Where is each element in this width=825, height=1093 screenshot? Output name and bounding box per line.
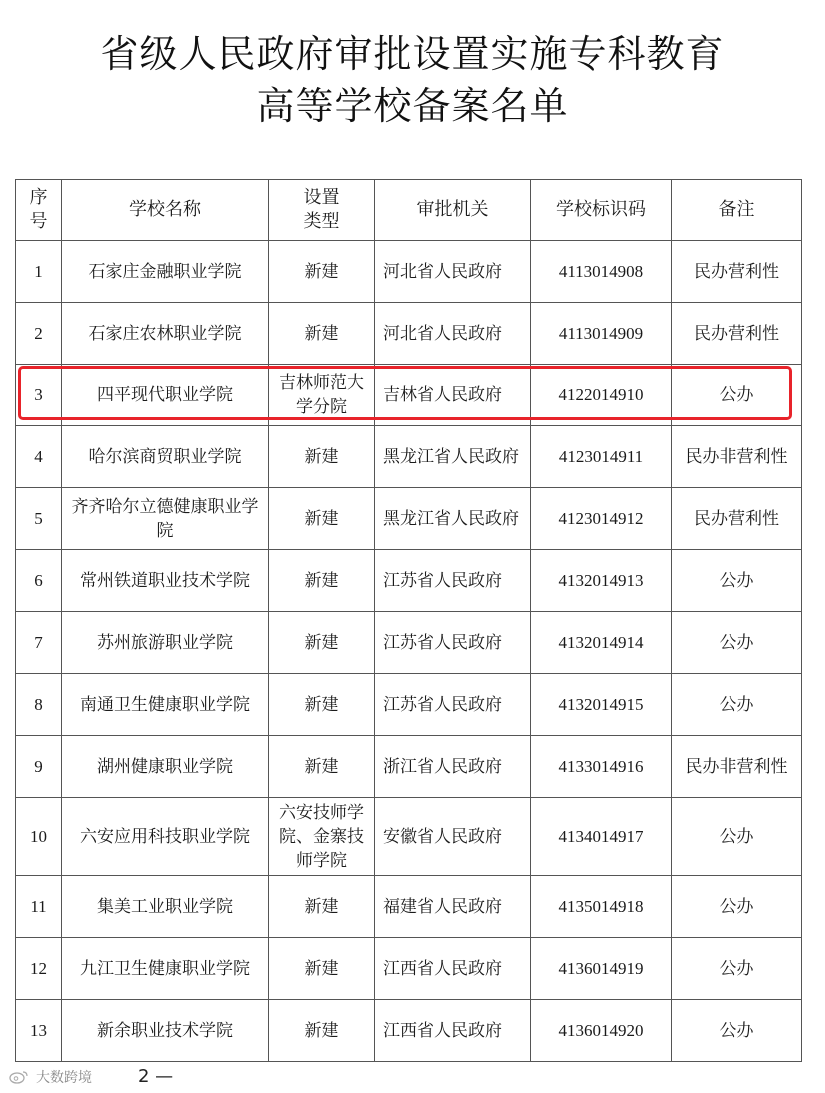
footer [8, 1066, 173, 1087]
cell-note: 民办营利性 [672, 303, 802, 365]
cell-seq: 4 [16, 426, 62, 488]
table-row [16, 488, 802, 550]
cell-school-code: 4132014915 [531, 674, 672, 736]
cell-authority: 黑龙江省人民政府 [375, 488, 531, 550]
cell-note: 公办 [672, 550, 802, 612]
cell-setup-type: 新建 [269, 736, 375, 798]
cell-school-code: 4135014918 [531, 876, 672, 938]
table-row [16, 241, 802, 303]
header-code: 学校标识码 [531, 180, 672, 241]
cell-note: 民办非营利性 [672, 736, 802, 798]
cell-note: 公办 [672, 876, 802, 938]
cell-setup-type: 六安技师学院、金寨技师学院 [269, 798, 375, 876]
table-row [16, 736, 802, 798]
header-seq [16, 180, 62, 241]
cell-authority: 江苏省人民政府 [375, 674, 531, 736]
cell-school-name: 湖州健康职业学院 [62, 736, 269, 798]
cell-school-name: 齐齐哈尔立德健康职业学院 [62, 488, 269, 550]
cell-school-code: 4113014909 [531, 303, 672, 365]
table-row [16, 303, 802, 365]
header-type-line2: 类型 [303, 211, 340, 232]
table-row [16, 876, 802, 938]
cell-setup-type: 新建 [269, 241, 375, 303]
table-body [16, 241, 802, 1062]
cell-seq: 9 [16, 736, 62, 798]
cell-school-code: 4113014908 [531, 241, 672, 303]
cell-authority: 江西省人民政府 [375, 938, 531, 1000]
cell-authority: 河北省人民政府 [375, 303, 531, 365]
cell-seq: 8 [16, 674, 62, 736]
cell-note: 公办 [672, 798, 802, 876]
cell-setup-type: 新建 [269, 876, 375, 938]
cell-seq: 5 [16, 488, 62, 550]
cell-note: 民办非营利性 [672, 426, 802, 488]
cell-school-code: 4132014914 [531, 612, 672, 674]
cell-authority: 黑龙江省人民政府 [375, 426, 531, 488]
cell-note: 民办营利性 [672, 241, 802, 303]
cell-setup-type: 新建 [269, 488, 375, 550]
cell-authority: 福建省人民政府 [375, 876, 531, 938]
title-line-1: 省级人民政府审批设置实施专科教育 [100, 32, 725, 76]
watermark-text: 大数跨境 [36, 1069, 92, 1086]
cell-seq: 13 [16, 1000, 62, 1062]
cell-school-name: 苏州旅游职业学院 [62, 612, 269, 674]
cell-authority: 吉林省人民政府 [375, 365, 531, 426]
cell-setup-type: 新建 [269, 674, 375, 736]
cell-note: 民办营利性 [672, 488, 802, 550]
cell-school-name: 六安应用科技职业学院 [62, 798, 269, 876]
cell-seq: 10 [16, 798, 62, 876]
header-type [269, 180, 375, 241]
header-seq-line2: 号 [29, 211, 48, 232]
table-row [16, 365, 802, 426]
cell-seq: 12 [16, 938, 62, 1000]
page-number: 2 — [138, 1066, 174, 1087]
table-row [16, 1000, 802, 1062]
cell-authority: 浙江省人民政府 [375, 736, 531, 798]
cell-school-name: 常州铁道职业技术学院 [62, 550, 269, 612]
cell-seq: 1 [16, 241, 62, 303]
cell-seq: 11 [16, 876, 62, 938]
document-title [0, 28, 825, 132]
cell-setup-type: 新建 [269, 612, 375, 674]
cell-school-code: 4133014916 [531, 736, 672, 798]
header-type-line1: 设置 [303, 187, 340, 208]
cell-seq: 6 [16, 550, 62, 612]
cell-setup-type: 新建 [269, 426, 375, 488]
registration-table [15, 179, 802, 1062]
cell-seq: 2 [16, 303, 62, 365]
cell-school-name: 新余职业技术学院 [62, 1000, 269, 1062]
cell-school-name: 石家庄金融职业学院 [62, 241, 269, 303]
header-authority: 审批机关 [375, 180, 531, 241]
table-header-row [16, 180, 802, 241]
cell-authority: 江西省人民政府 [375, 1000, 531, 1062]
cell-note: 公办 [672, 1000, 802, 1062]
table-row [16, 550, 802, 612]
table-row [16, 674, 802, 736]
table-row [16, 612, 802, 674]
cell-school-name: 哈尔滨商贸职业学院 [62, 426, 269, 488]
cell-seq: 3 [16, 365, 62, 426]
cell-setup-type: 新建 [269, 550, 375, 612]
header-seq-line1: 序 [29, 187, 48, 208]
table-row [16, 426, 802, 488]
header-name: 学校名称 [62, 180, 269, 241]
table-row [16, 938, 802, 1000]
cell-setup-type: 吉林师范大学分院 [269, 365, 375, 426]
cell-school-name: 南通卫生健康职业学院 [62, 674, 269, 736]
header-note: 备注 [672, 180, 802, 241]
table-row [16, 798, 802, 876]
cell-setup-type: 新建 [269, 938, 375, 1000]
cell-school-code: 4122014910 [531, 365, 672, 426]
cell-school-code: 4123014911 [531, 426, 672, 488]
cell-school-name: 集美工业职业学院 [62, 876, 269, 938]
cell-note: 公办 [672, 365, 802, 426]
cell-authority: 安徽省人民政府 [375, 798, 531, 876]
cell-authority: 河北省人民政府 [375, 241, 531, 303]
cell-school-name: 四平现代职业学院 [62, 365, 269, 426]
cell-school-code: 4134014917 [531, 798, 672, 876]
cell-authority: 江苏省人民政府 [375, 550, 531, 612]
cell-school-code: 4123014912 [531, 488, 672, 550]
cell-school-code: 4136014919 [531, 938, 672, 1000]
cell-note: 公办 [672, 938, 802, 1000]
cell-authority: 江苏省人民政府 [375, 612, 531, 674]
weibo-icon [8, 1070, 30, 1084]
cell-seq: 7 [16, 612, 62, 674]
cell-setup-type: 新建 [269, 303, 375, 365]
cell-school-code: 4132014913 [531, 550, 672, 612]
title-line-2: 高等学校备案名单 [256, 84, 569, 128]
cell-setup-type: 新建 [269, 1000, 375, 1062]
cell-school-name: 石家庄农林职业学院 [62, 303, 269, 365]
cell-school-name: 九江卫生健康职业学院 [62, 938, 269, 1000]
cell-note: 公办 [672, 674, 802, 736]
cell-school-code: 4136014920 [531, 1000, 672, 1062]
cell-note: 公办 [672, 612, 802, 674]
